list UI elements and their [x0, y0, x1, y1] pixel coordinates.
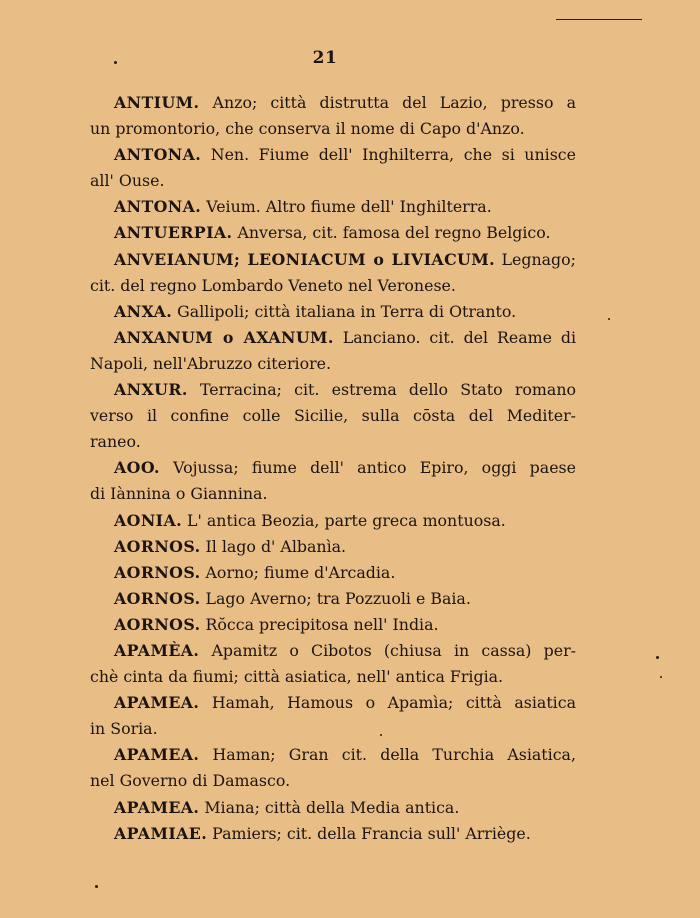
entry-line [66, 690, 576, 716]
entry-text: Nen. Fiume dell' Inghilterra, che si unisce [201, 145, 576, 165]
entry-text: chè cinta da fiumi; città asiatica, nell' antica Frigia. [90, 667, 504, 687]
entry-text: Lago Averno; tra Pozzuoli e Baia. [200, 588, 471, 608]
entry-text: Hamah, Hamous o Apamìa; città asiatica [199, 693, 576, 713]
entry-line [66, 586, 576, 612]
entry-line [66, 194, 576, 220]
entry-line [66, 429, 576, 455]
entry-headword: APAMEA. [114, 797, 200, 817]
entry-text: cit. del regno Lombardo Veneto nel Veronese. [90, 275, 456, 295]
entry-line [66, 247, 576, 273]
dictionary-entry [66, 560, 576, 586]
entry-text: Il lago d' Albanìa. [200, 536, 347, 556]
entry-line [66, 481, 576, 507]
entry-text: Aorno; fiume d'Arcadia. [200, 562, 396, 582]
entry-text: Rŏcca precipitosa nell' India. [200, 614, 439, 634]
entry-line [66, 351, 576, 377]
entry-line [66, 403, 576, 429]
entry-line [66, 455, 576, 481]
dictionary-entry [66, 247, 576, 299]
entry-line [66, 534, 576, 560]
entry-line [66, 377, 576, 403]
entry-headword: AORNOS. [114, 588, 201, 608]
entry-headword: ANXUR. [114, 380, 188, 400]
entry-headword: ANTUERPIA. [114, 223, 233, 243]
entry-headword: APAMEA. [114, 693, 200, 713]
entry-line [66, 664, 576, 690]
dictionary-entry [66, 638, 576, 690]
ink-speck [608, 318, 610, 320]
dictionary-entry [66, 586, 576, 612]
ink-speck [660, 676, 662, 678]
entry-text: Napoli, nell'Abruzzo citeriore. [90, 353, 332, 373]
entry-text: Gallipoli; città italiana in Terra di Otranto. [172, 301, 517, 321]
entry-text: Anzo; città distrutta del Lazio, presso a [199, 93, 576, 112]
dictionary-entry [66, 534, 576, 560]
dictionary-entry [66, 821, 576, 847]
entry-text: Veium. Altro fiume dell' Inghilterra. [201, 197, 492, 217]
page-number: 21 [312, 48, 338, 68]
entry-line [66, 325, 576, 351]
entry-text: Legnago; [495, 249, 576, 269]
top-rule [556, 19, 642, 20]
dictionary-entry [66, 795, 576, 821]
dictionary-entry [66, 612, 576, 638]
entry-headword: ANTONA. [114, 197, 202, 217]
entry-text: Vojussa; fiume dell' antico Epiro, oggi paese [159, 458, 576, 478]
ink-speck [95, 885, 98, 888]
entry-line [66, 716, 576, 742]
entry-line [66, 168, 576, 194]
dictionary-entry [66, 194, 576, 220]
entry-headword: APAMEA. [114, 745, 200, 765]
dictionary-entry [66, 455, 576, 507]
ink-speck [656, 656, 659, 659]
entry-headword: APAMIAE. [114, 823, 208, 843]
entry-text: Apamitz o Cibotos (chiusa in cassa) per- [199, 640, 576, 660]
dictionary-entry [66, 90, 576, 142]
entry-line [66, 273, 576, 299]
dictionary-entry [66, 220, 576, 246]
entry-text: Terracina; cit. estrema dello Stato romano [187, 380, 576, 400]
entry-line [66, 508, 576, 534]
entry-text: Pamiers; cit. della Francia sull' Arriège. [207, 823, 531, 843]
entry-line [66, 220, 576, 246]
entry-text: Haman; Gran cit. della Turchia Asiatica, [199, 745, 576, 765]
entry-headword: ANTIUM. [114, 93, 200, 112]
entry-text: raneo. [90, 432, 141, 452]
entry-text: Miana; città della Media antica. [199, 797, 460, 817]
entry-headword: AOO. [114, 458, 160, 478]
dictionary-entry [66, 508, 576, 534]
entry-headword: APAMÈA. [114, 640, 200, 660]
entry-line [66, 90, 576, 116]
entry-headword: AORNOS. [114, 614, 201, 634]
entry-text: all' Ouse. [90, 171, 165, 191]
entry-text: Anversa, cit. famosa del regno Belgico. [232, 223, 551, 243]
entry-headword: AORNOS. [114, 562, 201, 582]
ink-speck [114, 61, 117, 64]
entry-headword: ANXA. [114, 301, 173, 321]
entry-line [66, 795, 576, 821]
entry-text: un promontorio, che conserva il nome di Capo d'Anzo. [90, 119, 525, 139]
entry-headword: ANTONA. [114, 145, 202, 165]
entry-headword: AONIA. [114, 510, 183, 530]
entry-line [66, 612, 576, 638]
dictionary-entry [66, 142, 576, 194]
entry-line [66, 299, 576, 325]
entry-text: verso il confine colle Sicilie, sulla cōsta del Mediter- [90, 406, 576, 426]
entry-line [66, 142, 576, 168]
dictionary-entry [66, 299, 576, 325]
dictionary-entry [66, 742, 576, 794]
entry-text: Lanciano. cit. del Reame di [333, 327, 577, 347]
entry-text: nel Governo di Damasco. [90, 771, 291, 791]
entry-line [66, 638, 576, 664]
entry-line [66, 768, 576, 794]
entry-headword: ANXANUM o AXANUM. [114, 327, 334, 347]
entry-headword: ANVEIANUM; LEONIACUM o LIVIACUM. [114, 249, 495, 269]
entry-line [66, 821, 576, 847]
dictionary-entry [66, 690, 576, 742]
entry-line [66, 742, 576, 768]
dictionary-entries [66, 90, 576, 847]
entry-text: di Iànnina o Giannina. [90, 484, 268, 504]
entry-headword: AORNOS. [114, 536, 201, 556]
entry-line [66, 560, 576, 586]
dictionary-entry [66, 377, 576, 455]
entry-text: in Soria. [90, 719, 158, 739]
entry-line [66, 116, 576, 142]
entry-text: L' antica Beozia, parte greca montuosa. [182, 510, 506, 530]
dictionary-entry [66, 325, 576, 377]
